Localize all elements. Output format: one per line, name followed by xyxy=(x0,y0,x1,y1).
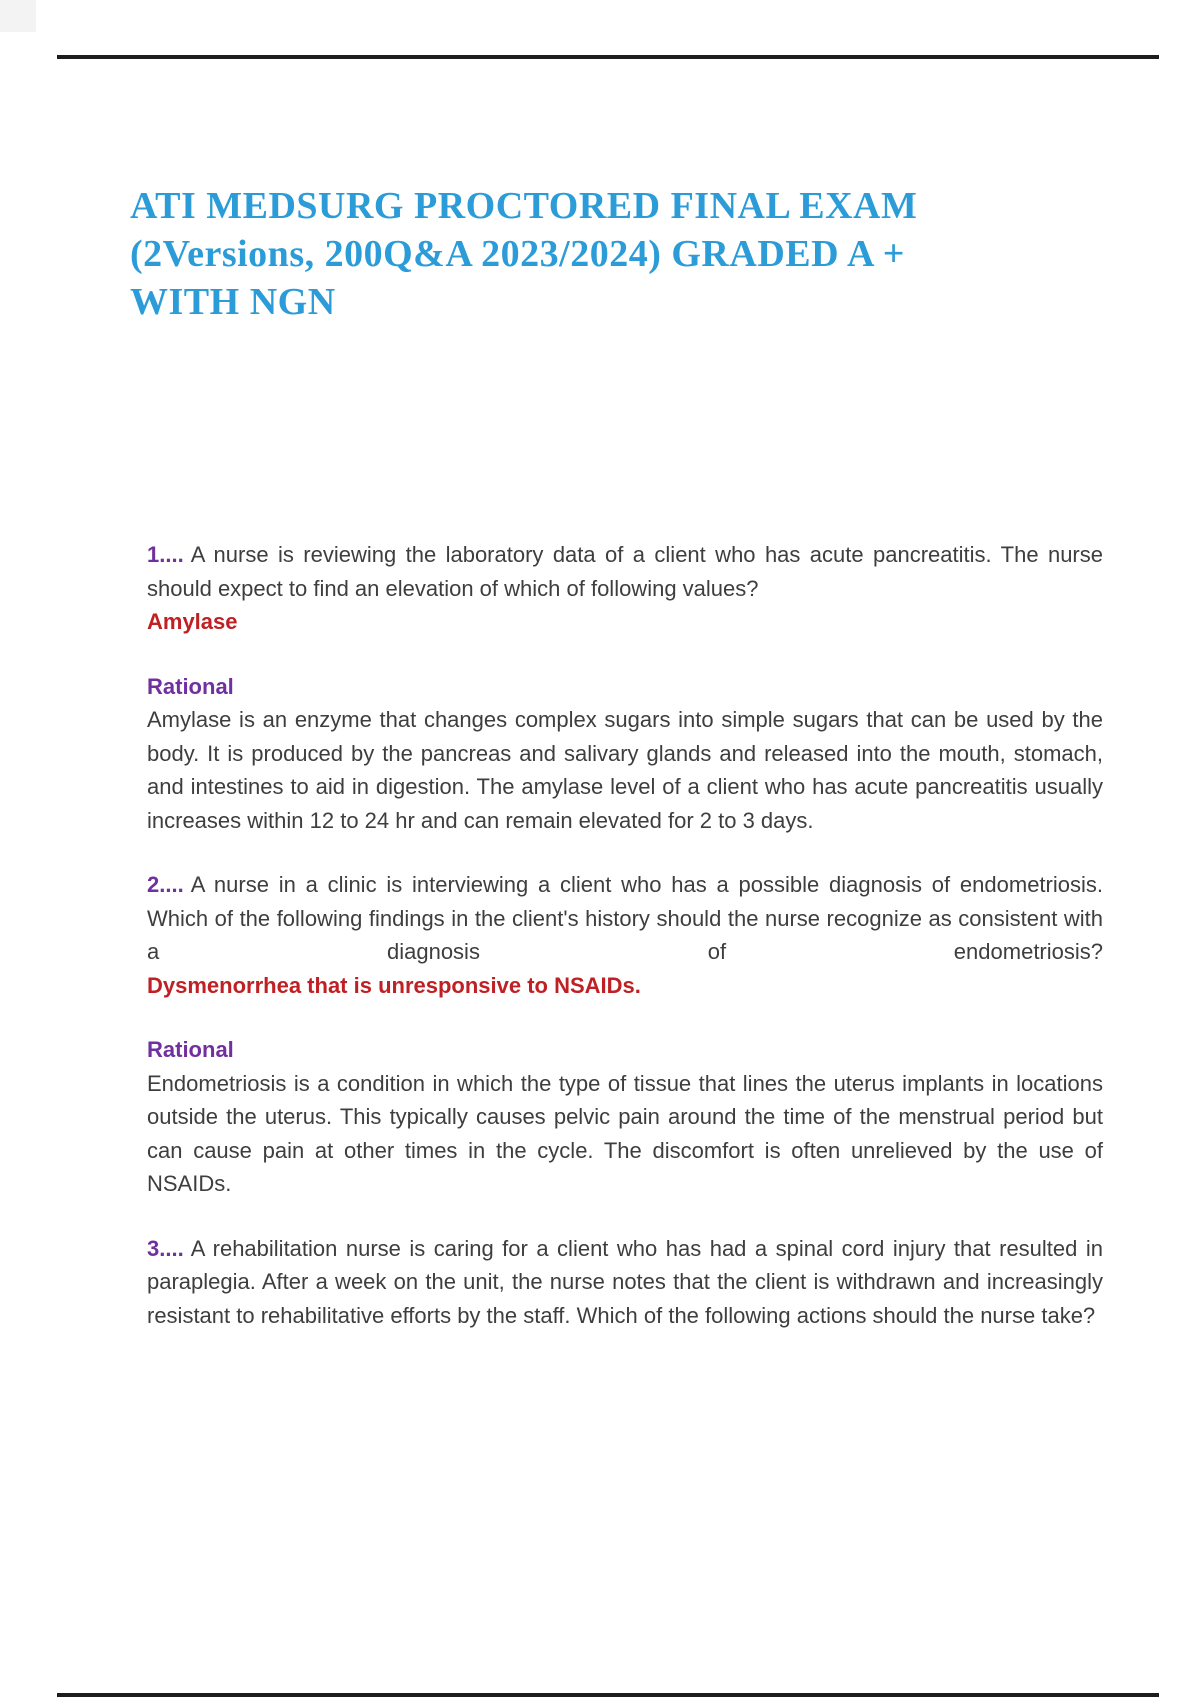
top-rule xyxy=(57,55,1159,59)
question-2-text: A nurse in a clinic is interviewing a client who has a possible diagnosis of endometriosis. Which of the following findings in the client's history should the nurse recognize as consistent with a diagnosis of endometriosis? xyxy=(147,872,1103,964)
title-line-2: (2Versions, 200Q&A 2023/2024) GRADED A + xyxy=(130,233,905,275)
rational-text-2: Endometriosis is a condition in which the type of tissue that lines the uterus implants in locations outside the uterus. This typically causes pelvic pain around the time of the menstrual period but can cause pain at other times in the cycle. The discomfort is often unrelieved by the use of NSAIDs. xyxy=(147,1070,1103,1196)
question-1-number: 1.... xyxy=(147,542,184,567)
question-1-paragraph xyxy=(147,538,1103,605)
question-3-paragraph xyxy=(147,1232,1103,1333)
question-1-answer: Amylase xyxy=(147,609,238,634)
qa-content xyxy=(147,538,1103,1332)
question-2-answer: Dysmenorrhea that is unresponsive to NSAIDs. xyxy=(147,972,641,998)
title-line-3: WITH NGN xyxy=(130,281,336,323)
title-line-1: ATI MEDSURG PROCTORED FINAL EXAM xyxy=(130,185,918,227)
rational-text-1: Amylase is an enzyme that changes complex sugars into simple sugars that can be used by the body. It is produced by the pancreas and salivary glands and released into the mouth, stomach, and intestines to aid in digestion. The amylase level of a client who has acute pancreatitis usually increases within 12 to 24 hr and can remain elevated for 2 to 3 days. xyxy=(147,707,1103,833)
document-title xyxy=(130,182,1030,326)
rational-heading-1: Rational xyxy=(147,673,234,699)
question-2-paragraph xyxy=(147,868,1103,1002)
question-1-text: A nurse is reviewing the laboratory data of a client who has acute pancreatitis. The nurse should expect to find an elevation of which of following values? xyxy=(147,542,1103,601)
question-3-text: A rehabilitation nurse is caring for a client who has had a spinal cord injury that resulted in paraplegia. After a week on the unit, the nurse notes that the client is withdrawn and increasingly resistant to rehabilitative efforts by the staff. Which of the following actions should the nurse take? xyxy=(147,1235,1103,1328)
question-3-number: 3.... xyxy=(147,1235,184,1261)
bottom-rule xyxy=(57,1693,1159,1697)
rational-heading-2: Rational xyxy=(147,1037,234,1062)
question-2-number: 2.... xyxy=(147,872,184,897)
corner-artifact xyxy=(0,0,36,32)
